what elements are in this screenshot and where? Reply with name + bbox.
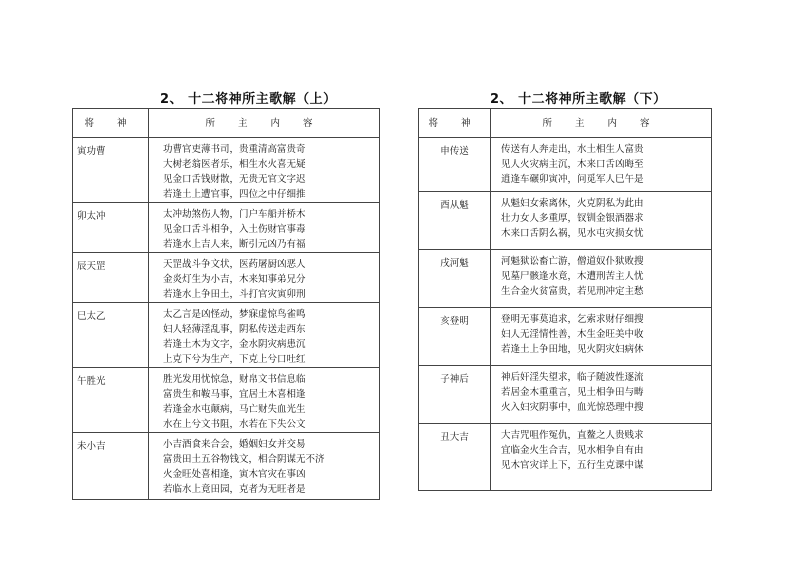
verse-line: 富贵生和鞍马事，宜居土木喜相逢 (163, 389, 306, 400)
table-row (73, 138, 380, 203)
general-verse (491, 192, 712, 250)
general-verse (491, 250, 712, 308)
general-verse (149, 253, 380, 303)
table-row (73, 253, 380, 303)
general-name: 寅功曹 (73, 138, 149, 203)
header-general: 将 神 (73, 109, 149, 138)
general-verse (149, 138, 380, 203)
table-row (419, 424, 712, 491)
verse-line: 见木官灾详上下，五行生克课中谋 (501, 460, 644, 471)
left-table-title: 2、 十二将神所主歌解（上） (160, 92, 337, 107)
verse-line: 若逢水上吉人来，断引元凶乃有福 (163, 239, 306, 250)
verse-line: 见墓尸骸逢水竟，木遭刑苦主人忧 (501, 271, 644, 282)
verse-line: 妇人轻薄淫乱事，阴私传送走西东 (163, 324, 306, 335)
table-row (419, 250, 712, 308)
verse-line: 大吉咒咀作冤仇，直鳌之人贵贱求 (501, 430, 644, 441)
verse-line: 若逢土上遭官事，四位之中仔细推 (163, 189, 306, 200)
verse-line: 大树老翁医者乐，相生水火喜无疑 (163, 159, 306, 170)
verse-line: 神后奸淫失望求，临子随波性逐流 (501, 372, 644, 383)
table-row (73, 433, 380, 500)
header-content: 所 主 内 容 (149, 109, 380, 138)
verse-line: 富贵田土五谷物钱文，相合阴谋无不济 (163, 454, 325, 465)
header-content: 所 主 内 容 (491, 109, 712, 138)
table-row (419, 366, 712, 424)
verse-line: 见金口舌钱财散，无贵无官文字迟 (163, 174, 306, 185)
verse-line: 若逢水上争田土，斗打官灾寅卯刑 (163, 289, 306, 300)
table-row (73, 303, 380, 368)
general-verse (491, 138, 712, 192)
right-general-table (418, 108, 712, 491)
general-name: 亥登明 (419, 308, 491, 366)
verse-line: 登明无事莫追求，乞索求财仔细搜 (501, 314, 644, 325)
verse-line: 太乙言是凶怪动，梦寐虚惊鸟雀鸣 (163, 309, 306, 320)
header-general: 将 神 (419, 109, 491, 138)
general-name: 辰天罡 (73, 253, 149, 303)
table-row (73, 368, 380, 433)
verse-line: 功曹官吏薄书司，贵重清高富贵奇 (163, 144, 306, 155)
verse-line: 生合金火贫富贵，若见刑冲定主愁 (501, 286, 644, 297)
table-header-row (419, 109, 712, 138)
general-name: 巳太乙 (73, 303, 149, 368)
verse-line: 从魁妇女索离休，火克阴私为此由 (501, 198, 644, 209)
table-row (419, 192, 712, 250)
general-name: 午胜光 (73, 368, 149, 433)
verse-line: 木来口舌阴么祸，见水屯灾损女忧 (501, 228, 644, 239)
table-row (419, 308, 712, 366)
general-name: 未小吉 (73, 433, 149, 500)
general-verse (149, 303, 380, 368)
general-verse (491, 424, 712, 491)
general-name: 丑大吉 (419, 424, 491, 491)
verse-line: 金炎灯生为小吉，木来知事弟兄分 (163, 274, 306, 285)
verse-line: 河魁狱讼畜亡游，僧道奴仆狱败搜 (501, 256, 644, 267)
verse-line: 传送有人奔走出，水土相生人富贵 (501, 144, 644, 155)
verse-line: 若临水上竟田园，克者为无旺者是 (163, 484, 306, 495)
table-row (419, 138, 712, 192)
verse-line: 火金旺处喜相逢，寅木官灾在事凶 (163, 469, 306, 480)
general-name: 申传送 (419, 138, 491, 192)
table-row (73, 203, 380, 253)
table-header-row (73, 109, 380, 138)
verse-line: 太冲劫煞伤人物，门户车船并桥木 (163, 209, 306, 220)
general-verse (149, 368, 380, 433)
verse-line: 若逢土木为文字，金水阴灾病患沉 (163, 339, 306, 350)
verse-line: 见人火灾病主沉，木来口舌凶晦至 (501, 159, 644, 170)
verse-line: 小吉酒食来合会，婚姻妇女并交易 (163, 439, 306, 450)
verse-line: 若逢土上争田地，见火阴灾妇病休 (501, 344, 644, 355)
general-verse (491, 366, 712, 424)
general-name: 卯太冲 (73, 203, 149, 253)
general-verse (491, 308, 712, 366)
verse-line: 水在上兮文书阻，水若在下失公文 (163, 419, 306, 430)
verse-line: 若居金木重重言，见土相争田与畴 (501, 387, 644, 398)
verse-line: 胜光发用忧惊急，财帛文书信息临 (163, 374, 306, 385)
verse-line: 若逢金水屯颠病，马亡财失血光生 (163, 404, 306, 415)
general-name: 戌河魁 (419, 250, 491, 308)
general-verse (149, 433, 380, 500)
verse-line: 宜临金火生合吉，见水相争自有由 (501, 445, 644, 456)
verse-line: 妇人无淫情性善，木生金旺美中收 (501, 329, 644, 340)
verse-line: 火入妇灾阴事中，血光惊恐理中搜 (501, 402, 644, 413)
verse-line: 天罡战斗争文状，医药屠厨凶恶人 (163, 259, 306, 270)
verse-line: 上克下兮为生产，下克上兮口吐红 (163, 354, 306, 365)
general-name: 子神后 (419, 366, 491, 424)
verse-line: 见金口舌斗相争，入土伤财官事毒 (163, 224, 306, 235)
verse-line: 逍逢车碾卯寅冲，问觅军人巳午是 (501, 174, 644, 185)
verse-line: 壮力女人多重厚，钗钏金银酒器求 (501, 213, 644, 224)
right-table-title: 2、 十二将神所主歌解（下） (490, 92, 667, 107)
general-verse (149, 203, 380, 253)
general-name: 酉从魁 (419, 192, 491, 250)
left-general-table (72, 108, 380, 500)
